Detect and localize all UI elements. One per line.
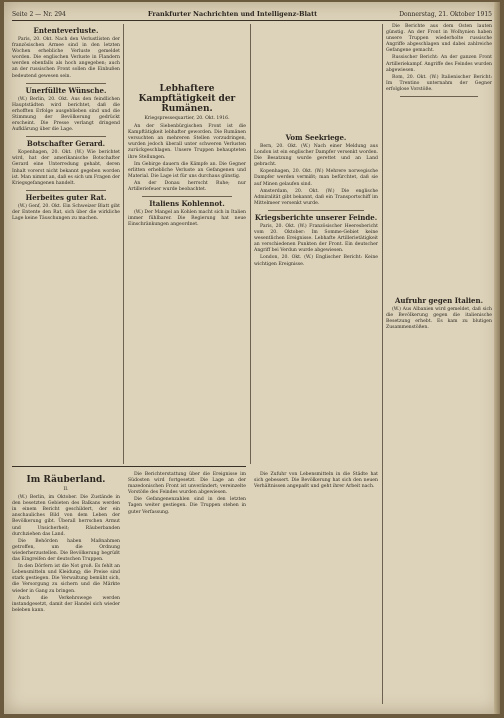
page-edge-shadow [494, 2, 500, 714]
page-header [12, 8, 492, 21]
article-text: (W.) Genf, 20. Okt. Ein Schweizer Blatt gibt der Entente den Rat, sich über die wirkliche Lage keine Täuschungen zu machen. [12, 203, 120, 221]
newspaper-page [4, 2, 500, 714]
article-text: Kopenhagen, 20. Okt. (W.) Mehrere norwegische Dampfer werden vermißt; man befürchtet, daß sie auf Minen gelaufen sind. [254, 169, 378, 187]
article-text: London, 20. Okt. (W.) Englischer Bericht: Keine wichtigen Ereignisse. [254, 255, 378, 267]
column-rule [382, 24, 383, 704]
article-text: In den Dörfern ist die Not groß. Es fehlt an Lebensmitteln und Kleidung; die Preise sind stark gestiegen. Die Verwaltung bemüht sich, die Versorgung zu sichern und die Märkte wieder in Gang zu bringen. [12, 564, 120, 594]
column-rule [250, 24, 251, 464]
header-page-number: Seite 2 — Nr. 294 [12, 10, 66, 18]
article-text: Rom, 20. Okt. (W.) Italienischer Bericht: Im Trentino unternahm der Gegner erfolglose Vorstöße. [386, 74, 492, 92]
article-text: Bern, 20. Okt. (W.) Nach einer Meldung aus London ist ein englischer Dampfer versenkt worden. Die Besatzung wurde gerettet und an Land gebracht. [254, 144, 378, 168]
header-date: Donnerstag, 21. Oktober 1915 [399, 10, 492, 18]
dateline: Kriegspressequartier, 20. Okt. 1916. [144, 116, 230, 121]
article-text: Auch die Verkehrswege werden instandgesetzt, damit der Handel sich wieder beleben kann. [12, 595, 120, 613]
headline-ententeverluste: Ententeverluste. [33, 26, 99, 35]
article-text: Die Zufuhr von Lebensmitteln in die Städte hat sich gebessert. Die Bevölkerung hat sich den neuen Verhältnissen angepaßt und geht ihrer Arbeit nach. [254, 472, 378, 490]
feuilleton-column-1 [12, 472, 120, 615]
separator [268, 210, 364, 211]
headline-kohlennot: Italiens Kohlennot. [149, 199, 225, 209]
article-text: An der Siebenbürgischen Front ist die Kampftätigkeit lebhafter geworden. Die Rumänen versuchten an mehreren Stellen vorzudringen, wurden jedoch überall unter schweren Verlusten zurückgeschlagen. Unsere Truppen behaupteten ihre Stellungen. [128, 124, 246, 160]
column-3 [254, 24, 378, 269]
feuilleton-column-3 [254, 472, 378, 491]
article-text: (W.) Aus Albanien wird gemeldet, daß sich die Bevölkerung gegen die italienische Besetzung erhebt. Es kam zu blutigen Zusammenstößen. [386, 307, 492, 331]
article-text: Paris, 20. Okt. Nach den Verlustlisten der französischen Armee sind in den letzten Wochen erhebliche Verluste gemeldet worden. Die englischen Verluste in Flandern werden ebenfalls als hoch angegeben; auch an der russischen Front sollen die Einbußen bedeutend gewesen sein. [12, 37, 120, 79]
article-text: (W.) Berlin, im Oktober. Die Zustände in den besetzten Gebieten des Balkans werden in einem Bericht geschildert, der ein anschauliches Bild von dem Leben der Bevölkerung gibt. Überall herrschen Armut und Unsicherheit; Räuberbanden durchziehen das Land. [12, 495, 120, 537]
headline-aufruhr-italien: Aufruhr gegen Italien. [394, 296, 484, 306]
separator [26, 136, 106, 137]
header-masthead: Frankfurter Nachrichten und Intelligenz-Blatt [147, 10, 318, 18]
article-text: Kopenhagen, 20. Okt. (W.) Wie berichtet wird, hat der amerikanische Botschafter Gerard eine Unterredung gehabt, deren Inhalt vorerst nicht bekannt gegeben worden ist. Man nimmt an, daß es sich um Fragen der Kriegsgefangenen handelt. [12, 150, 120, 186]
feuilleton-column-2 [128, 472, 246, 517]
article-text: Russischer Bericht: An der ganzen Front Artilleriekampf. Angriffe des Feindes wurden abgewiesen. [386, 55, 492, 73]
article-text: (W.) Der Mangel an Kohlen macht sich in Italien immer fühlbarer. Die Regierung hat neue Einschränkungen angeordnet. [128, 210, 246, 228]
separator [26, 83, 106, 84]
section-rule [12, 466, 246, 467]
article-text: Paris, 20. Okt. (W.) Französischer Heeresbericht vom 20. Oktober: Im Somme-Gebiet keine wesentlichen Ereignisse. Lebhafte Artillerietätigkeit an verschiedenen Punkten der Front. Ein deutscher Angriff bei Verdun wurde abgewiesen. [254, 223, 378, 254]
part-number: II. [63, 487, 69, 492]
separator [400, 96, 478, 97]
headline-unerfuellte-wuensche: Unerfüllte Wünsche. [25, 85, 107, 95]
headline-raeuberland: Im Räuberland. [26, 475, 106, 485]
column-1 [12, 24, 120, 223]
column-4 [386, 24, 492, 332]
column-rule [123, 24, 124, 464]
article-text: Die Berichte aus dem Osten lauten günstig. An der Front in Wolhynien haben unsere Truppen wiederholte russische Angriffe abgeschlagen und dabei zahlreiche Gefangene gemacht. [386, 24, 492, 54]
article-text: An der Donau herrscht Ruhe; nur Artilleriefeuer wurde beobachtet. [128, 180, 246, 193]
separator [142, 196, 232, 197]
headline-kriegsberichte: Kriegsberichte unserer Feinde. [254, 212, 378, 222]
article-text: Im Gebirge dauern die Kämpfe an. Die Gegner erlitten erhebliche Verluste an Gefangenen und Material. Die Lage ist für uns durchaus günstig. [128, 161, 246, 179]
article-text: Amsterdam, 20. Okt. (W.) Die englische Admiralität gibt bekannt, daß ein Transportschiff im Mittelmeer versenkt wurde. [254, 188, 378, 206]
column-2 [128, 24, 246, 229]
article-text: (W.) Berlin, 20. Okt. Aus den feindlichen Hauptstädten wird berichtet, daß die erhofften Erfolge ausgeblieben sind und die Stimmung der Bevölkerung gedrückt erscheint. Die Presse verlangt dringend Aufklärung über die Lage. [12, 96, 120, 133]
headline-botschafter-gerard: Botschafter Gerard. [26, 139, 106, 149]
headline-herbeites-guter-rat: Herbeites guter Rat. [25, 192, 107, 202]
headline-kampftaetigkeit: Lebhaftere Kampftätigkeit der Rumänen. [138, 84, 236, 114]
article-text: Die Behörden haben Maßnahmen getroffen, um die Ordnung wiederherzustellen. Die Bevölkerung begrüßt das Eingreifen der deutschen Truppen. [12, 538, 120, 563]
article-text: Die Berichterstattung über die Ereignisse im Südosten wird fortgesetzt. Die Lage an der mazedonischen Front ist unverändert; vereinzelte Vorstöße des Feindes wurden abgewiesen. [128, 472, 246, 496]
article-text: Die Gefangenenzahlen sind in den letzten Tagen weiter gestiegen. Die Truppen stehen in guter Verfassung. [128, 497, 246, 515]
separator [26, 190, 106, 191]
headline-seekriege: Vom Seekriege. [285, 133, 347, 142]
